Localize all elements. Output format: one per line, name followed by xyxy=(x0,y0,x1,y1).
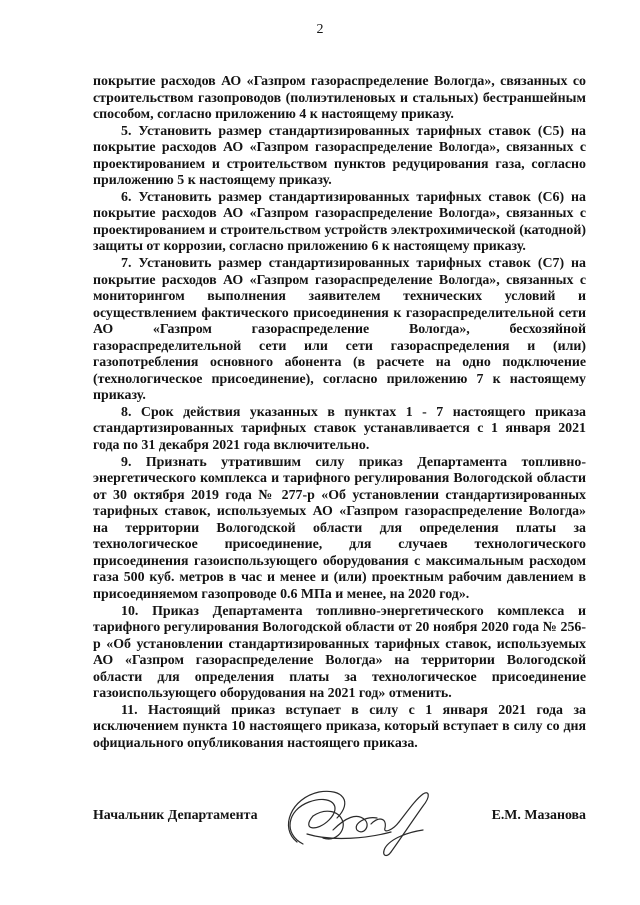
page-number: 2 xyxy=(316,22,324,37)
paragraph-10: 10. Приказ Департамента топливно-энергетического комплекса и тарифного регулирования Вологодской области от 20 ноября 2020 года № 256-р «Об установлении стандартизированных тарифных ставок, используемых АО «Газпром газораспределение Вологда» на территории Вологодской области для определения платы за технологическое присоединение газоиспользующего оборудования на 2021 год» отменить. xyxy=(93,603,586,702)
signature-block xyxy=(93,772,586,862)
paragraph-4-continuation: покрытие расходов АО «Газпром газораспределение Вологда», связанных со строительством газопроводов (полиэтиленовых и стальных) бестраншейным способом, согласно приложению 4 к настоящему приказу. xyxy=(93,74,586,123)
paragraph-11: 11. Настоящий приказ вступает в силу с 1 января 2021 года за исключением пункта 10 настоящего приказа, который вступает в силу со дня официального опубликования настоящего приказа. xyxy=(93,702,586,751)
handwritten-signature xyxy=(273,772,443,862)
paragraph-8: 8. Срок действия указанных в пунктах 1 - 7 настоящего приказа стандартизированных тарифных ставок устанавливается с 1 января 2021 года по 31 декабря 2021 года включительно. xyxy=(93,404,586,454)
paragraph-9: 9. Признать утратившим силу приказ Департамента топливно-энергетического комплекса и тарифного регулирования Вологодской области от 30 октября 2019 года № 277-р «Об установлении стандартизированных тарифных ставок, используемых АО «Газпром газораспределение Вологда» на территории Вологодской области для определения платы за технологическое присоединение, для случаев технологического присоединения газоиспользующего оборудования с максимальным расходом газа 500 куб. метров в час и менее и (или) проектным рабочим давлением в присоединяемом газопроводе 0.6 МПа и менее, на 2020 год». xyxy=(93,454,586,602)
signatory-title: Начальник Департамента xyxy=(93,808,258,823)
paragraph-6: 6. Установить размер стандартизированных тарифных ставок (С6) на покрытие расходов АО «Газпром газораспределение Вологда», связанных с проектированием и строительством устройств электрохимической (катодной) защиты от коррозии, согласно приложению 6 к настоящему приказу. xyxy=(93,189,586,255)
signatory-name: Е.М. Мазанова xyxy=(491,808,586,823)
paragraph-5: 5. Установить размер стандартизированных тарифных ставок (С5) на покрытие расходов АО «Газпром газораспределение Вологда», связанных с проектированием и строительством пунктов редуцирования газа, согласно приложению 5 к настоящему приказу. xyxy=(93,123,586,189)
document-body xyxy=(93,74,586,752)
paragraph-7: 7. Установить размер стандартизированных тарифных ставок (С7) на покрытие расходов АО «Газпром газораспределение Вологда», связанных с мониторингом выполнения заявителем технических условий и осуществлением фактического присоединения к газораспределительной сети АО «Газпром газораспределение Вологда», бесхозяйной газораспределительной сети или сети газораспределения и (или) газопотребления основного абонента (в расчете на одно подключение (технологическое присоединение), согласно приложению 7 к настоящему приказу. xyxy=(93,256,586,404)
